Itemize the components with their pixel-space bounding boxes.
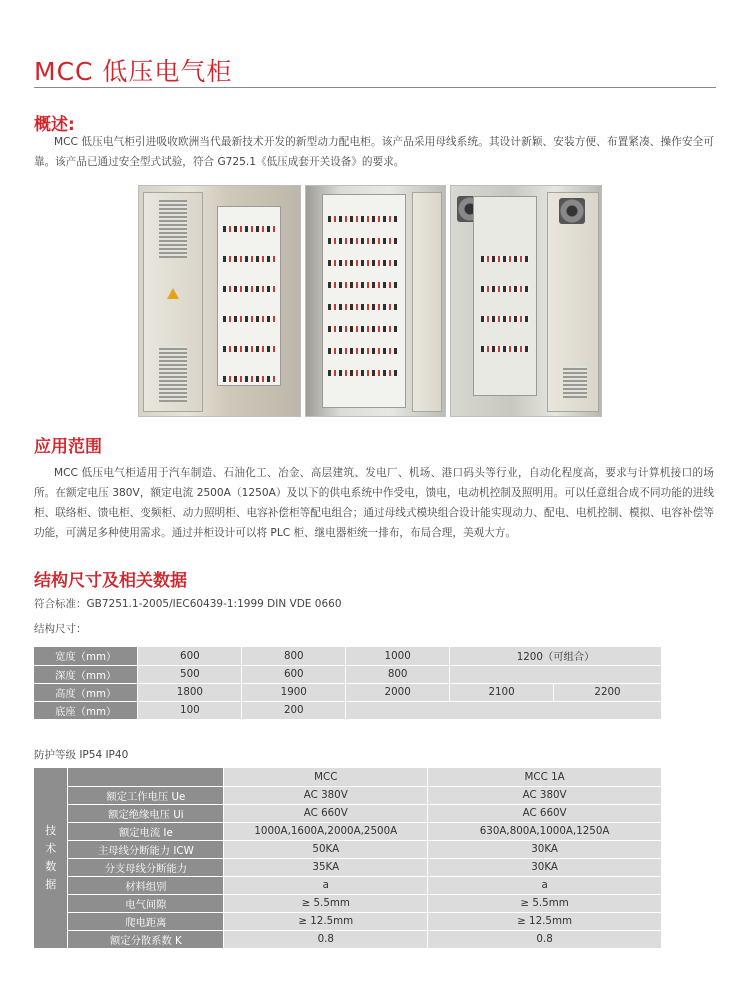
table-row: 材料组别 a a: [34, 876, 662, 894]
application-heading: 应用范围: [34, 437, 102, 457]
overview-heading: 概述:: [34, 115, 75, 135]
table-row: 底座（mm） 100 200: [34, 701, 662, 719]
dims-label: 结构尺寸：: [34, 623, 87, 635]
table-row: 深度（mm） 500 600 800: [34, 665, 662, 683]
table-row: 额定工作电压 Ue AC 380V AC 380V: [34, 786, 662, 804]
col-mcc-1a: MCC 1A: [428, 768, 662, 786]
table-row: 电气间隙 ≥ 5.5mm ≥ 5.5mm: [34, 894, 662, 912]
tech-data-table: [34, 768, 662, 949]
table-row: 爬电距离 ≥ 12.5mm ≥ 12.5mm: [34, 912, 662, 930]
table-row: 宽度（mm） 600 800 1000 1200（可组合）: [34, 647, 662, 665]
page-title: MCC 低压电气柜: [34, 57, 233, 86]
table-row: 额定电流 Ie 1000A,1600A,2000A,2500A 630A,800A,1000A,1250A: [34, 822, 662, 840]
application-text: MCC 低压电气柜适用于汽车制造、石油化工、冶金、高层建筑、发电厂、机场、港口码头等行业，自动化程度高，要求与计算机接口的场所。在额定电压 380V，额定电流 2500A（1250A）及以下的供电系统中作受电，馈电，电动机控制及照明用。可以任意组合成不同功能的进线柜、联络柜、馈电柜、变频柜、动力照明柜、电容补偿柜等配电组合；通过母线式模块组合设计能实现动力、配电、电机控制、模拟、电容补偿等功能，可满足多种使用需求。通过并柜设计可以将 PLC 柜、继电器柜统一排布，布局合理，美观大方。: [34, 467, 714, 539]
table-row: 高度（mm） 1800 1900 2000 2100 2200: [34, 683, 662, 701]
cabinet-photo-2: [305, 185, 446, 417]
cabinet-photo-1: [138, 185, 301, 417]
table-row: 分支母线分断能力 35KA 30KA: [34, 858, 662, 876]
product-photos: [138, 185, 602, 417]
overview-text: MCC 低压电气柜引进吸收欧洲当代最新技术开发的新型动力配电柜。该产品采用母线系统。其设计新颖、安装方便、布置紧凑、操作安全可靠。该产品已通过安全型式试验，符合 G725.1《低压成套开关设备》的要求。: [34, 136, 714, 168]
standard-text: 符合标准：GB7251.1-2005/IEC60439-1:1999 DIN VDE 0660: [34, 598, 342, 610]
cabinet-photo-3: [450, 185, 602, 417]
table-row: 额定绝缘电压 Ui AC 660V AC 660V: [34, 804, 662, 822]
col-mcc: MCC: [224, 768, 428, 786]
table-row: 主母线分断能力 ICW 50KA 30KA: [34, 840, 662, 858]
table-row: 额定分散系数 K 0.8 0.8: [34, 930, 662, 948]
table-row: [34, 768, 662, 786]
dimensions-table: [34, 647, 662, 720]
protection-text: 防护等级 IP54 IP40: [34, 749, 129, 761]
title-divider: [34, 87, 716, 88]
structure-heading: 结构尺寸及相关数据: [34, 571, 187, 591]
tech-side-label: 技 术 数 据: [34, 768, 68, 948]
